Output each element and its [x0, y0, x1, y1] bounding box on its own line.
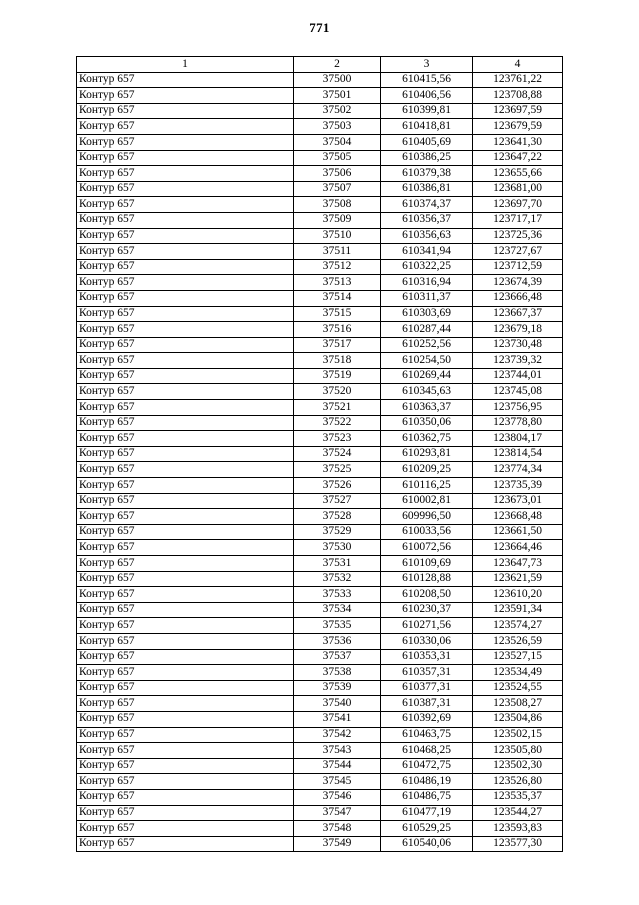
cell-y-coordinate: 123673,01 [473, 493, 563, 509]
cell-y-coordinate: 123610,20 [473, 587, 563, 603]
cell-x-coordinate: 610477,19 [381, 805, 473, 821]
cell-contour-name: Контур 657 [77, 774, 294, 790]
cell-contour-name: Контур 657 [77, 556, 294, 572]
cell-y-coordinate: 123664,46 [473, 540, 563, 556]
cell-point-number: 37507 [294, 181, 381, 197]
cell-contour-name: Контур 657 [77, 524, 294, 540]
cell-y-coordinate: 123666,48 [473, 290, 563, 306]
cell-y-coordinate: 123591,34 [473, 602, 563, 618]
cell-x-coordinate: 610377,31 [381, 680, 473, 696]
cell-x-coordinate: 610472,75 [381, 758, 473, 774]
cell-contour-name: Контур 657 [77, 758, 294, 774]
table-row [77, 119, 563, 135]
cell-x-coordinate: 610230,37 [381, 602, 473, 618]
cell-x-coordinate: 610463,75 [381, 727, 473, 743]
cell-x-coordinate: 610033,56 [381, 524, 473, 540]
cell-x-coordinate: 610271,56 [381, 618, 473, 634]
cell-contour-name: Контур 657 [77, 197, 294, 213]
cell-y-coordinate: 123647,22 [473, 150, 563, 166]
cell-point-number: 37516 [294, 322, 381, 338]
cell-point-number: 37536 [294, 633, 381, 649]
cell-y-coordinate: 123502,15 [473, 727, 563, 743]
cell-contour-name: Контур 657 [77, 633, 294, 649]
table-row [77, 727, 563, 743]
cell-y-coordinate: 123621,59 [473, 571, 563, 587]
cell-y-coordinate: 123535,37 [473, 789, 563, 805]
table-row [77, 275, 563, 291]
cell-point-number: 37506 [294, 166, 381, 182]
table-row [77, 181, 563, 197]
cell-x-coordinate: 610415,56 [381, 72, 473, 88]
cell-point-number: 37525 [294, 462, 381, 478]
cell-x-coordinate: 610311,37 [381, 290, 473, 306]
table-row [77, 150, 563, 166]
cell-point-number: 37529 [294, 524, 381, 540]
cell-contour-name: Контур 657 [77, 821, 294, 837]
cell-x-coordinate: 610330,06 [381, 633, 473, 649]
cell-y-coordinate: 123744,01 [473, 368, 563, 384]
table-row [77, 134, 563, 150]
table-row [77, 758, 563, 774]
cell-contour-name: Контур 657 [77, 649, 294, 665]
cell-contour-name: Контур 657 [77, 462, 294, 478]
cell-point-number: 37519 [294, 368, 381, 384]
table-row [77, 805, 563, 821]
cell-point-number: 37540 [294, 696, 381, 712]
table-row [77, 337, 563, 353]
cell-y-coordinate: 123697,59 [473, 103, 563, 119]
cell-y-coordinate: 123756,95 [473, 400, 563, 416]
cell-contour-name: Контур 657 [77, 415, 294, 431]
table-row [77, 618, 563, 634]
table-row [77, 306, 563, 322]
cell-point-number: 37543 [294, 743, 381, 759]
cell-point-number: 37500 [294, 72, 381, 88]
cell-contour-name: Контур 657 [77, 727, 294, 743]
cell-point-number: 37534 [294, 602, 381, 618]
table-row [77, 821, 563, 837]
cell-y-coordinate: 123778,80 [473, 415, 563, 431]
cell-y-coordinate: 123708,88 [473, 88, 563, 104]
cell-y-coordinate: 123524,55 [473, 680, 563, 696]
cell-contour-name: Контур 657 [77, 119, 294, 135]
column-header-2: 2 [294, 57, 381, 73]
cell-x-coordinate: 610362,75 [381, 431, 473, 447]
table-row [77, 649, 563, 665]
cell-contour-name: Контур 657 [77, 805, 294, 821]
cell-y-coordinate: 123526,59 [473, 633, 563, 649]
cell-x-coordinate: 610345,63 [381, 384, 473, 400]
table-row [77, 368, 563, 384]
cell-point-number: 37523 [294, 431, 381, 447]
cell-contour-name: Контур 657 [77, 696, 294, 712]
cell-point-number: 37501 [294, 88, 381, 104]
cell-x-coordinate: 610356,37 [381, 212, 473, 228]
cell-x-coordinate: 610322,25 [381, 259, 473, 275]
table-row [77, 431, 563, 447]
cell-contour-name: Контур 657 [77, 228, 294, 244]
cell-y-coordinate: 123712,59 [473, 259, 563, 275]
cell-x-coordinate: 610303,69 [381, 306, 473, 322]
table-row [77, 493, 563, 509]
table-row [77, 197, 563, 213]
cell-contour-name: Контур 657 [77, 602, 294, 618]
cell-x-coordinate: 610406,56 [381, 88, 473, 104]
cell-x-coordinate: 610386,25 [381, 150, 473, 166]
table-row [77, 400, 563, 416]
table-row [77, 478, 563, 494]
cell-contour-name: Контур 657 [77, 322, 294, 338]
cell-contour-name: Контур 657 [77, 134, 294, 150]
cell-point-number: 37514 [294, 290, 381, 306]
cell-point-number: 37533 [294, 587, 381, 603]
cell-contour-name: Контур 657 [77, 571, 294, 587]
cell-point-number: 37527 [294, 493, 381, 509]
table-row [77, 524, 563, 540]
cell-contour-name: Контур 657 [77, 665, 294, 681]
cell-contour-name: Контур 657 [77, 337, 294, 353]
table-row [77, 384, 563, 400]
cell-y-coordinate: 123674,39 [473, 275, 563, 291]
table-row [77, 244, 563, 260]
table-row [77, 322, 563, 338]
cell-y-coordinate: 123774,34 [473, 462, 563, 478]
cell-contour-name: Контур 657 [77, 384, 294, 400]
table-row [77, 789, 563, 805]
cell-point-number: 37513 [294, 275, 381, 291]
table-row [77, 88, 563, 104]
cell-x-coordinate: 610540,06 [381, 836, 473, 852]
cell-y-coordinate: 123681,00 [473, 181, 563, 197]
cell-y-coordinate: 123735,39 [473, 478, 563, 494]
column-header-3: 3 [381, 57, 473, 73]
cell-x-coordinate: 610392,69 [381, 711, 473, 727]
cell-y-coordinate: 123739,32 [473, 353, 563, 369]
cell-point-number: 37520 [294, 384, 381, 400]
table-row [77, 228, 563, 244]
cell-contour-name: Контур 657 [77, 446, 294, 462]
cell-y-coordinate: 123574,27 [473, 618, 563, 634]
table-row [77, 587, 563, 603]
cell-y-coordinate: 123544,27 [473, 805, 563, 821]
cell-point-number: 37511 [294, 244, 381, 260]
cell-point-number: 37542 [294, 727, 381, 743]
column-header-1: 1 [77, 57, 294, 73]
cell-y-coordinate: 123502,30 [473, 758, 563, 774]
cell-contour-name: Контур 657 [77, 181, 294, 197]
cell-x-coordinate: 610353,31 [381, 649, 473, 665]
table-row [77, 665, 563, 681]
cell-x-coordinate: 610387,31 [381, 696, 473, 712]
cell-point-number: 37517 [294, 337, 381, 353]
cell-contour-name: Контур 657 [77, 478, 294, 494]
cell-x-coordinate: 610486,19 [381, 774, 473, 790]
cell-point-number: 37508 [294, 197, 381, 213]
cell-x-coordinate: 610529,25 [381, 821, 473, 837]
cell-x-coordinate: 610209,25 [381, 462, 473, 478]
cell-point-number: 37510 [294, 228, 381, 244]
table-row [77, 259, 563, 275]
cell-x-coordinate: 610072,56 [381, 540, 473, 556]
cell-contour-name: Контур 657 [77, 368, 294, 384]
cell-contour-name: Контур 657 [77, 290, 294, 306]
cell-contour-name: Контур 657 [77, 493, 294, 509]
cell-contour-name: Контур 657 [77, 306, 294, 322]
cell-x-coordinate: 610293,81 [381, 446, 473, 462]
cell-contour-name: Контур 657 [77, 353, 294, 369]
table-row [77, 540, 563, 556]
cell-x-coordinate: 610341,94 [381, 244, 473, 260]
coordinates-table [76, 56, 563, 852]
cell-point-number: 37544 [294, 758, 381, 774]
cell-point-number: 37541 [294, 711, 381, 727]
table-row [77, 836, 563, 852]
cell-contour-name: Контур 657 [77, 150, 294, 166]
cell-contour-name: Контур 657 [77, 789, 294, 805]
cell-x-coordinate: 609996,50 [381, 509, 473, 525]
cell-contour-name: Контур 657 [77, 275, 294, 291]
cell-point-number: 37546 [294, 789, 381, 805]
cell-point-number: 37504 [294, 134, 381, 150]
table-row [77, 556, 563, 572]
cell-y-coordinate: 123679,18 [473, 322, 563, 338]
cell-point-number: 37522 [294, 415, 381, 431]
cell-contour-name: Контур 657 [77, 509, 294, 525]
cell-point-number: 37538 [294, 665, 381, 681]
cell-contour-name: Контур 657 [77, 618, 294, 634]
cell-contour-name: Контур 657 [77, 212, 294, 228]
cell-contour-name: Контур 657 [77, 88, 294, 104]
cell-x-coordinate: 610486,75 [381, 789, 473, 805]
cell-x-coordinate: 610374,37 [381, 197, 473, 213]
table-row [77, 212, 563, 228]
cell-point-number: 37518 [294, 353, 381, 369]
cell-y-coordinate: 123504,86 [473, 711, 563, 727]
cell-x-coordinate: 610418,81 [381, 119, 473, 135]
cell-y-coordinate: 123761,22 [473, 72, 563, 88]
cell-y-coordinate: 123526,80 [473, 774, 563, 790]
cell-y-coordinate: 123593,83 [473, 821, 563, 837]
cell-x-coordinate: 610254,50 [381, 353, 473, 369]
table-row [77, 72, 563, 88]
table-row [77, 571, 563, 587]
table-row [77, 103, 563, 119]
table-row [77, 509, 563, 525]
cell-point-number: 37539 [294, 680, 381, 696]
cell-point-number: 37549 [294, 836, 381, 852]
cell-x-coordinate: 610252,56 [381, 337, 473, 353]
table-row [77, 633, 563, 649]
cell-y-coordinate: 123814,54 [473, 446, 563, 462]
cell-x-coordinate: 610357,31 [381, 665, 473, 681]
cell-x-coordinate: 610350,06 [381, 415, 473, 431]
cell-y-coordinate: 123727,67 [473, 244, 563, 260]
cell-y-coordinate: 123647,73 [473, 556, 563, 572]
cell-y-coordinate: 123661,50 [473, 524, 563, 540]
cell-x-coordinate: 610002,81 [381, 493, 473, 509]
table-row [77, 680, 563, 696]
cell-y-coordinate: 123505,80 [473, 743, 563, 759]
cell-y-coordinate: 123655,66 [473, 166, 563, 182]
cell-contour-name: Контур 657 [77, 72, 294, 88]
table-body [77, 72, 563, 852]
cell-point-number: 37547 [294, 805, 381, 821]
cell-point-number: 37531 [294, 556, 381, 572]
cell-contour-name: Контур 657 [77, 400, 294, 416]
cell-contour-name: Контур 657 [77, 166, 294, 182]
cell-y-coordinate: 123534,49 [473, 665, 563, 681]
cell-point-number: 37503 [294, 119, 381, 135]
cell-contour-name: Контур 657 [77, 587, 294, 603]
cell-point-number: 37502 [294, 103, 381, 119]
cell-x-coordinate: 610405,69 [381, 134, 473, 150]
table-row [77, 462, 563, 478]
cell-y-coordinate: 123745,08 [473, 384, 563, 400]
table-row [77, 602, 563, 618]
cell-y-coordinate: 123730,48 [473, 337, 563, 353]
table-row [77, 774, 563, 790]
page-number: 771 [309, 20, 330, 35]
cell-contour-name: Контур 657 [77, 836, 294, 852]
cell-x-coordinate: 610109,69 [381, 556, 473, 572]
cell-x-coordinate: 610468,25 [381, 743, 473, 759]
table-row [77, 696, 563, 712]
cell-y-coordinate: 123668,48 [473, 509, 563, 525]
table-row [77, 743, 563, 759]
cell-x-coordinate: 610379,38 [381, 166, 473, 182]
table-row [77, 290, 563, 306]
cell-contour-name: Контур 657 [77, 259, 294, 275]
cell-point-number: 37524 [294, 446, 381, 462]
cell-point-number: 37528 [294, 509, 381, 525]
cell-y-coordinate: 123641,30 [473, 134, 563, 150]
table-row [77, 446, 563, 462]
cell-contour-name: Контур 657 [77, 103, 294, 119]
cell-x-coordinate: 610208,50 [381, 587, 473, 603]
table-row [77, 711, 563, 727]
cell-x-coordinate: 610363,37 [381, 400, 473, 416]
table-row [77, 166, 563, 182]
cell-contour-name: Контур 657 [77, 431, 294, 447]
cell-contour-name: Контур 657 [77, 540, 294, 556]
cell-y-coordinate: 123527,15 [473, 649, 563, 665]
cell-contour-name: Контур 657 [77, 711, 294, 727]
table-row [77, 353, 563, 369]
cell-y-coordinate: 123508,27 [473, 696, 563, 712]
cell-x-coordinate: 610316,94 [381, 275, 473, 291]
cell-point-number: 37509 [294, 212, 381, 228]
cell-point-number: 37521 [294, 400, 381, 416]
cell-y-coordinate: 123577,30 [473, 836, 563, 852]
cell-x-coordinate: 610269,44 [381, 368, 473, 384]
table-row [77, 415, 563, 431]
cell-contour-name: Контур 657 [77, 680, 294, 696]
table-header-row [77, 57, 563, 73]
cell-y-coordinate: 123804,17 [473, 431, 563, 447]
cell-y-coordinate: 123697,70 [473, 197, 563, 213]
cell-point-number: 37537 [294, 649, 381, 665]
cell-contour-name: Контур 657 [77, 743, 294, 759]
cell-x-coordinate: 610116,25 [381, 478, 473, 494]
cell-point-number: 37532 [294, 571, 381, 587]
cell-point-number: 37505 [294, 150, 381, 166]
cell-y-coordinate: 123667,37 [473, 306, 563, 322]
cell-point-number: 37535 [294, 618, 381, 634]
cell-point-number: 37526 [294, 478, 381, 494]
cell-contour-name: Контур 657 [77, 244, 294, 260]
cell-x-coordinate: 610386,81 [381, 181, 473, 197]
cell-x-coordinate: 610128,88 [381, 571, 473, 587]
cell-point-number: 37548 [294, 821, 381, 837]
cell-y-coordinate: 123717,17 [473, 212, 563, 228]
cell-y-coordinate: 123679,59 [473, 119, 563, 135]
cell-point-number: 37545 [294, 774, 381, 790]
cell-x-coordinate: 610399,81 [381, 103, 473, 119]
cell-point-number: 37515 [294, 306, 381, 322]
column-header-4: 4 [473, 57, 563, 73]
cell-point-number: 37512 [294, 259, 381, 275]
cell-y-coordinate: 123725,36 [473, 228, 563, 244]
cell-point-number: 37530 [294, 540, 381, 556]
cell-x-coordinate: 610287,44 [381, 322, 473, 338]
cell-x-coordinate: 610356,63 [381, 228, 473, 244]
